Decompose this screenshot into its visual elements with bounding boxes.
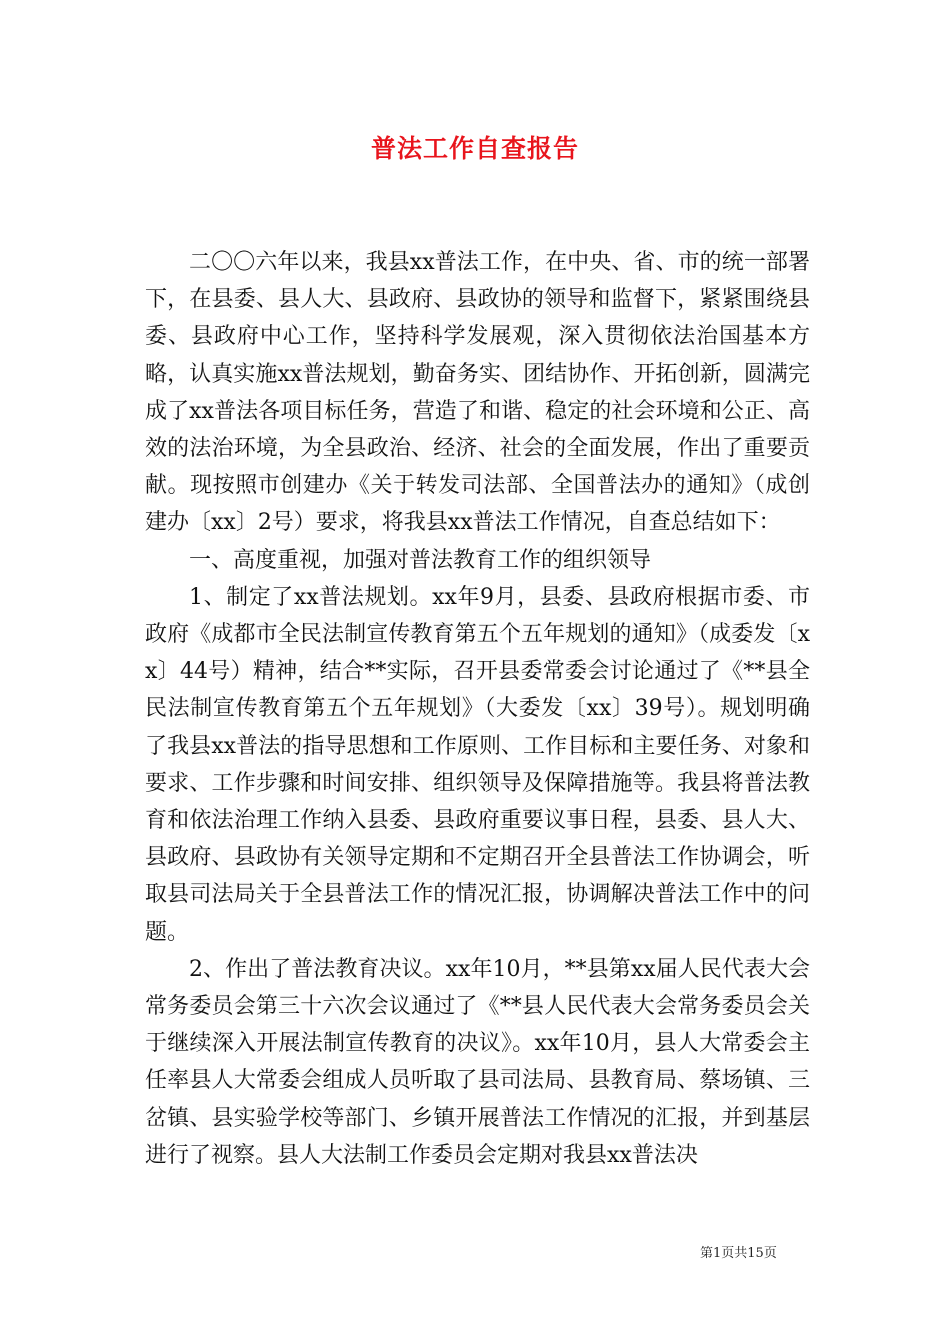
paragraph-intro: 二〇〇六年以来，我县xx普法工作，在中央、省、市的统一部署下，在县委、县人大、县政府、县政协的领导和监督下，紧紧围绕县委、县政府中心工作，坚持科学发展观，深入贯彻依法治国基本方略，认真实施xx普法规划，勤奋务实、团结协作、开拓创新，圆满完成了xx普法各项目标任务，营造了和谐、稳定的社会环境和公正、高效的法治环境，为全县政治、经济、社会的全面发展，作出了重要贡献。现按照市创建办《关于转发司法部、全国普法办的通知》（成创建办〔xx〕2号）要求，将我县xx普法工作情况，自查总结如下： [145, 250, 810, 536]
document-title: 普法工作自查报告 [370, 134, 579, 163]
document-body [145, 244, 810, 1174]
page-number: 第1页共15页 [700, 1246, 777, 1261]
paragraph-section-heading: 一、高度重视，加强对普法教育工作的组织领导 [189, 547, 652, 573]
paragraph-item-1: 1、制定了xx普法规划。xx年9月，县委、县政府根据市委、市政府《成都市全民法制宣传教育第五个五年规划的通知》（成委发〔xx〕44号）精神，结合**实际，召开县委常委会讨论通过了《**县全民法制宣传教育第五个五年规划》（大委发〔xx〕39号）。规划明确了我县xx普法的指导思想和工作原则、工作目标和主要任务、对象和要求、工作步骤和时间安排、组织领导及保障措施等。我县将普法教育和依法治理工作纳入县委、县政府重要议事日程，县委、县人大、县政府、县政协有关领导定期和不定期召开全县普法工作协调会，听取县司法局关于全县普法工作的情况汇报，协调解决普法工作中的问题。 [145, 584, 810, 945]
paragraph-item-2: 2、作出了普法教育决议。xx年10月，**县第xx届人民代表大会常务委员会第三十六次会议通过了《**县人民代表大会常务委员会关于继续深入开展法制宣传教育的决议》。xx年10月，县人大常委会主任率县人大常委会组成人员听取了县司法局、县教育局、蔡场镇、三岔镇、县实验学校等部门、乡镇开展普法工作情况的汇报，并到基层进行了视察。县人大法制工作委员会定期对我县xx普法决 [145, 956, 810, 1168]
